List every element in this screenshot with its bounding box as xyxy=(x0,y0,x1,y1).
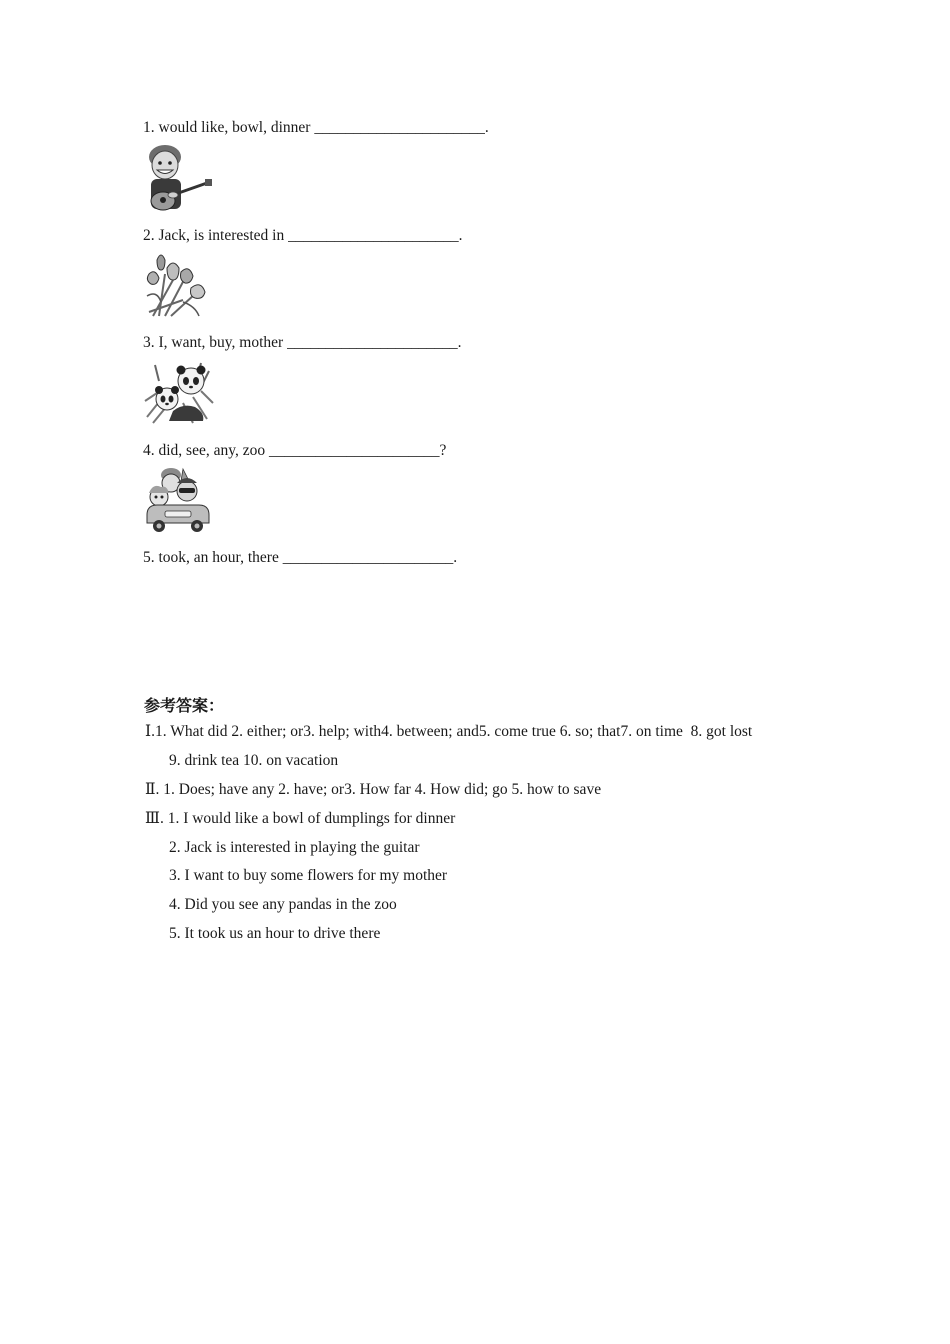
question-2 xyxy=(143,227,462,245)
question-3-end: . xyxy=(457,334,462,351)
question-5-blank: ______________________ xyxy=(282,549,454,566)
question-1-blank: ______________________ xyxy=(314,119,485,136)
answer-line-7: 4. Did you see any pandas in the zoo xyxy=(169,896,397,913)
question-5 xyxy=(143,549,457,567)
question-2-prompt: 2. Jack, is interested in xyxy=(143,227,285,244)
question-5-end: . xyxy=(453,549,458,566)
answer-line-6: 3. I want to buy some flowers for my mother xyxy=(169,867,448,884)
pandas-icon xyxy=(143,357,215,427)
boy-guitar-picture xyxy=(143,143,215,213)
question-3 xyxy=(143,334,461,352)
answer-line-3: Ⅱ. 1. Does; have any 2. have; or3. How far 4. How did; go 5. how to save xyxy=(145,781,602,798)
answer-line-4: Ⅲ. 1. I would like a bowl of dumplings for dinner xyxy=(145,810,456,827)
children-car-picture xyxy=(143,465,215,535)
question-4-end: ? xyxy=(439,442,447,459)
question-2-blank: ______________________ xyxy=(288,227,459,244)
flowers-icon xyxy=(143,250,215,320)
answer-line-8: 5. It took us an hour to drive there xyxy=(169,925,381,942)
question-1-end: . xyxy=(484,119,489,136)
answer-line-1: Ⅰ.1. What did 2. either; or3. help; with4. between; and5. come true 6. so; that7. on time 8. got lost xyxy=(145,723,753,740)
question-4-prompt: 4. did, see, any, zoo xyxy=(143,442,266,459)
answer-line-5: 2. Jack is interested in playing the guitar xyxy=(169,839,420,856)
children-car-icon xyxy=(143,465,215,535)
question-3-prompt: 3. I, want, buy, mother xyxy=(143,334,284,351)
question-2-end: . xyxy=(458,227,463,244)
question-1-prompt: 1. would like, bowl, dinner xyxy=(143,119,311,136)
boy-guitar-icon xyxy=(143,143,215,213)
question-5-prompt: 5. took, an hour, there xyxy=(143,549,279,566)
pandas-picture xyxy=(143,357,215,427)
flowers-picture xyxy=(143,250,215,320)
question-4 xyxy=(143,442,446,460)
question-1 xyxy=(143,119,489,137)
answer-line-2: 9. drink tea 10. on vacation xyxy=(169,752,339,769)
question-3-blank: ______________________ xyxy=(287,334,458,351)
answer-key-title: 参考答案： xyxy=(144,698,225,715)
question-4-blank: ______________________ xyxy=(268,442,440,459)
